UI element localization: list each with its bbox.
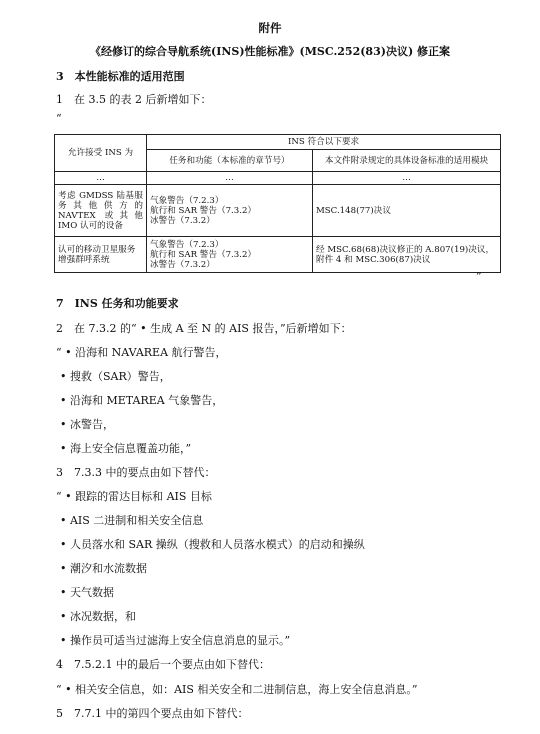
close-quote: ” bbox=[476, 270, 482, 283]
section-3-heading: 3 本性能标准的适用范围 bbox=[56, 70, 185, 83]
paragraph-item-1: 1 在 3.5 的表 2 后新增如下： bbox=[56, 93, 212, 106]
table-row bbox=[55, 185, 501, 237]
task-line: 冰警告（7.3.2） bbox=[150, 259, 215, 270]
table-ellipsis-cell: … bbox=[147, 172, 313, 185]
bullet-line: • 冰况数据，和 bbox=[60, 610, 136, 623]
bullet-line: • 搜救（SAR）警告， bbox=[60, 370, 171, 383]
table-header-applicable-modules: 本文件附录规定的具体设备标准的适用模块 bbox=[313, 150, 501, 172]
bullet-line: • 人员落水和 SAR 操纵（搜救和人员落水模式）的启动和操纵 bbox=[60, 538, 365, 551]
task-line: 气象警告（7.2.3） bbox=[150, 239, 224, 250]
bullet-line: • 沿海和 METAREA 气象警告， bbox=[60, 394, 224, 407]
task-line: 冰警告（7.3.2） bbox=[150, 215, 215, 226]
bullet-line: • 潮汐和水流数据 bbox=[60, 562, 147, 575]
task-line: 航行和 SAR 警告（7.3.2） bbox=[150, 205, 257, 216]
paragraph-item-4: 4 7.5.2.1 中的最后一个要点由如下替代： bbox=[56, 658, 270, 671]
document-title: 《经修订的综合导航系统(INS)性能标准》(MSC.252(83)决议) 修正案 bbox=[90, 45, 450, 58]
open-quote: “ bbox=[56, 112, 62, 125]
annex-label: 附件 bbox=[258, 21, 282, 35]
table-header-ins-compliance: INS 符合以下要求 bbox=[147, 135, 501, 150]
table-header-tasks-functions: 任务和功能（本标准的章节号） bbox=[147, 150, 313, 172]
table-ellipsis-cell: … bbox=[55, 172, 147, 185]
bullet-line: • 操作员可适当过滤海上安全信息消息的显示。” bbox=[60, 634, 291, 647]
table-cell-tasks bbox=[147, 237, 313, 273]
bullet-line: “ • 沿海和 NAVAREA 航行警告， bbox=[56, 346, 227, 359]
table-header-accept-ins: 允许接受 INS 为 bbox=[55, 135, 147, 172]
table-row bbox=[55, 237, 501, 273]
task-line: 航行和 SAR 警告（7.3.2） bbox=[150, 249, 257, 260]
table-cell-tasks bbox=[147, 185, 313, 237]
section-7-heading: 7 INS 任务和功能要求 bbox=[56, 297, 179, 310]
bullet-line: “ • 跟踪的雷达目标和 AIS 目标 bbox=[56, 490, 212, 503]
bullet-line: • 天气数据 bbox=[60, 586, 114, 599]
bullet-line: • 冰警告， bbox=[60, 418, 114, 431]
bullet-line: “ • 相关安全信息，如：AIS 相关安全和二进制信息，海上安全信息消息。” bbox=[56, 683, 418, 696]
table-cell-equipment: 认可的移动卫星服务增强群呼系统 bbox=[55, 237, 147, 273]
paragraph-item-2: 2 在 7.3.2 的“ • 生成 A 至 N 的 AIS 报告，”后新增如下： bbox=[56, 322, 352, 335]
table-cell-equipment: 考虑 GMDSS 陆基服务其他供方的 NAVTEX 或其他 IMO 认可的设备 bbox=[55, 185, 147, 237]
table-cell-standard: 经 MSC.68(68)决议修正的 A.807(19)决议，附件 4 和 MSC.306(87)决议 bbox=[313, 237, 501, 273]
ins-requirements-table bbox=[54, 134, 501, 273]
table-cell-standard: MSC.148(77)决议 bbox=[313, 185, 501, 237]
table-ellipsis-cell: … bbox=[313, 172, 501, 185]
task-line: 气象警告（7.2.3） bbox=[150, 195, 224, 206]
paragraph-item-3: 3 7.3.3 中的要点由如下替代： bbox=[56, 466, 216, 479]
bullet-line: • 海上安全信息覆盖功能，” bbox=[60, 442, 192, 455]
bullet-line: • AIS 二进制和相关安全信息 bbox=[60, 514, 204, 527]
paragraph-item-5: 5 7.7.1 中的第四个要点由如下替代： bbox=[56, 707, 249, 720]
